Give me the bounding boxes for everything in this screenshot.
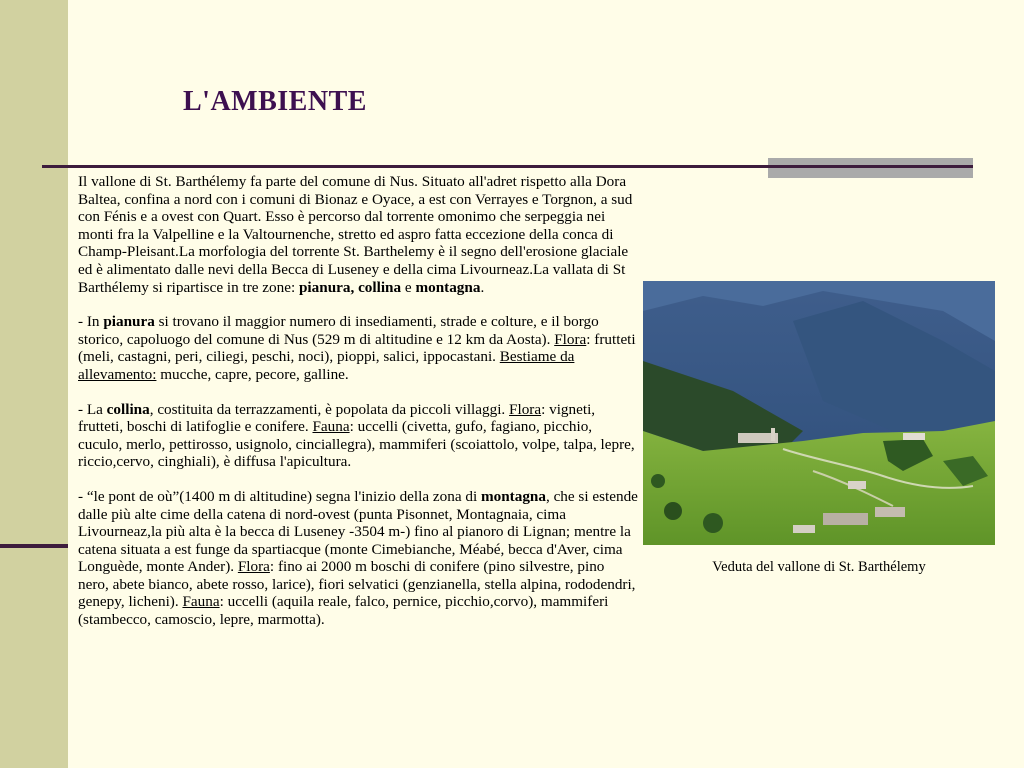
- slide-body: [78, 173, 638, 646]
- livestock-label: Bestiame da allevamento:: [78, 348, 575, 383]
- side-band-rule: [0, 544, 68, 548]
- flora-label: Flora: [237, 558, 270, 576]
- collina-paragraph: - La collina, costituita da terrazzamenti, è popolata da piccoli villaggi. Flora: vigneti, frutteti, boschi di latifoglie e conifere. Fauna: uccelli (civetta, gufo, fagiano, picchio, cuculo, merlo, pettirosso, usignolo, cinciallegra), mammiferi (scoiattolo, volpe, talpa, lepre, riccio,cervo, cinghiali), è diffusa l'apicultura.: [78, 400, 635, 471]
- fauna-label: Fauna: [312, 418, 350, 436]
- valley-landscape-image: [643, 281, 995, 545]
- flora-label: Flora: [509, 400, 542, 418]
- fauna-label: Fauna: [182, 593, 220, 611]
- flora-label: Flora: [554, 330, 587, 348]
- valley-photo: [643, 281, 995, 545]
- intro-paragraph: Il vallone di St. Barthélemy fa parte del comune di Nus. Situato all'adret rispetto alla Dora Baltea, confina a nord con i comuni di Bionaz e Oyace, a est con Verrayes e Torgnon, a sud con Fénis e a ovest con Quart. Esso è percorso dal torrente omonimo che serpeggia nei monti fra la Valpelline e la Valtournenche, stretto ed aspro fatta eccezione della conca di Champ-Pleisant.La morfologia del torrente St. Barthelemy è il segno dell'erosione glaciale ed è alimentato dalle nevi della Becca di Luseney e della cima Livourneaz.La vallata di St Barthélemy si ripartisce in tre zone: pianura, collina e montagna.: [78, 173, 633, 296]
- pianura-paragraph: - In pianura si trovano il maggior numero di insediamenti, strade e colture, e il borgo storico, capoluogo del comune di Nus (529 m di altitudine e 12 km da Aosta). Flora: frutteti (meli, castagni, peri, ciliegi, peschi, noci), pioppi, salici, ippocastani. Bestiame da allevamento: mucche, capre, pecore, galline.: [78, 313, 636, 383]
- montagna-paragraph: - “le pont de où”(1400 m di altitudine) segna l'inizio della zona di montagna, che si estende dalle più alte cime della catena di nord-ovest (punta Pisonnet, Montagnaia, cima Livourneaz,la più alta è la becca di Luseney -3504 m-) fino al pianoro di Lignan; mentre la catena situata a est funge da spartiacque (monte Cimebianche, Méabé, becca d'Aver, cima Longuède, monte Ander). Flora: fino ai 2000 m boschi di conifere (pino silvestre, pino nero, abete bianco, abete rosso, larice), fiori selvatici (genzianella, stella alpina, rododendri, genepy, licheni). Fauna: uccelli (aquila reale, falco, pernice, picchio,corvo), mammiferi (stambecco, camoscio, lepre, marmotta).: [78, 487, 638, 629]
- side-band: [0, 0, 68, 768]
- decorative-grey-bar: [768, 158, 973, 178]
- slide-title: L'AMBIENTE: [183, 86, 367, 117]
- photo-caption: Veduta del vallone di St. Barthélemy: [712, 559, 926, 575]
